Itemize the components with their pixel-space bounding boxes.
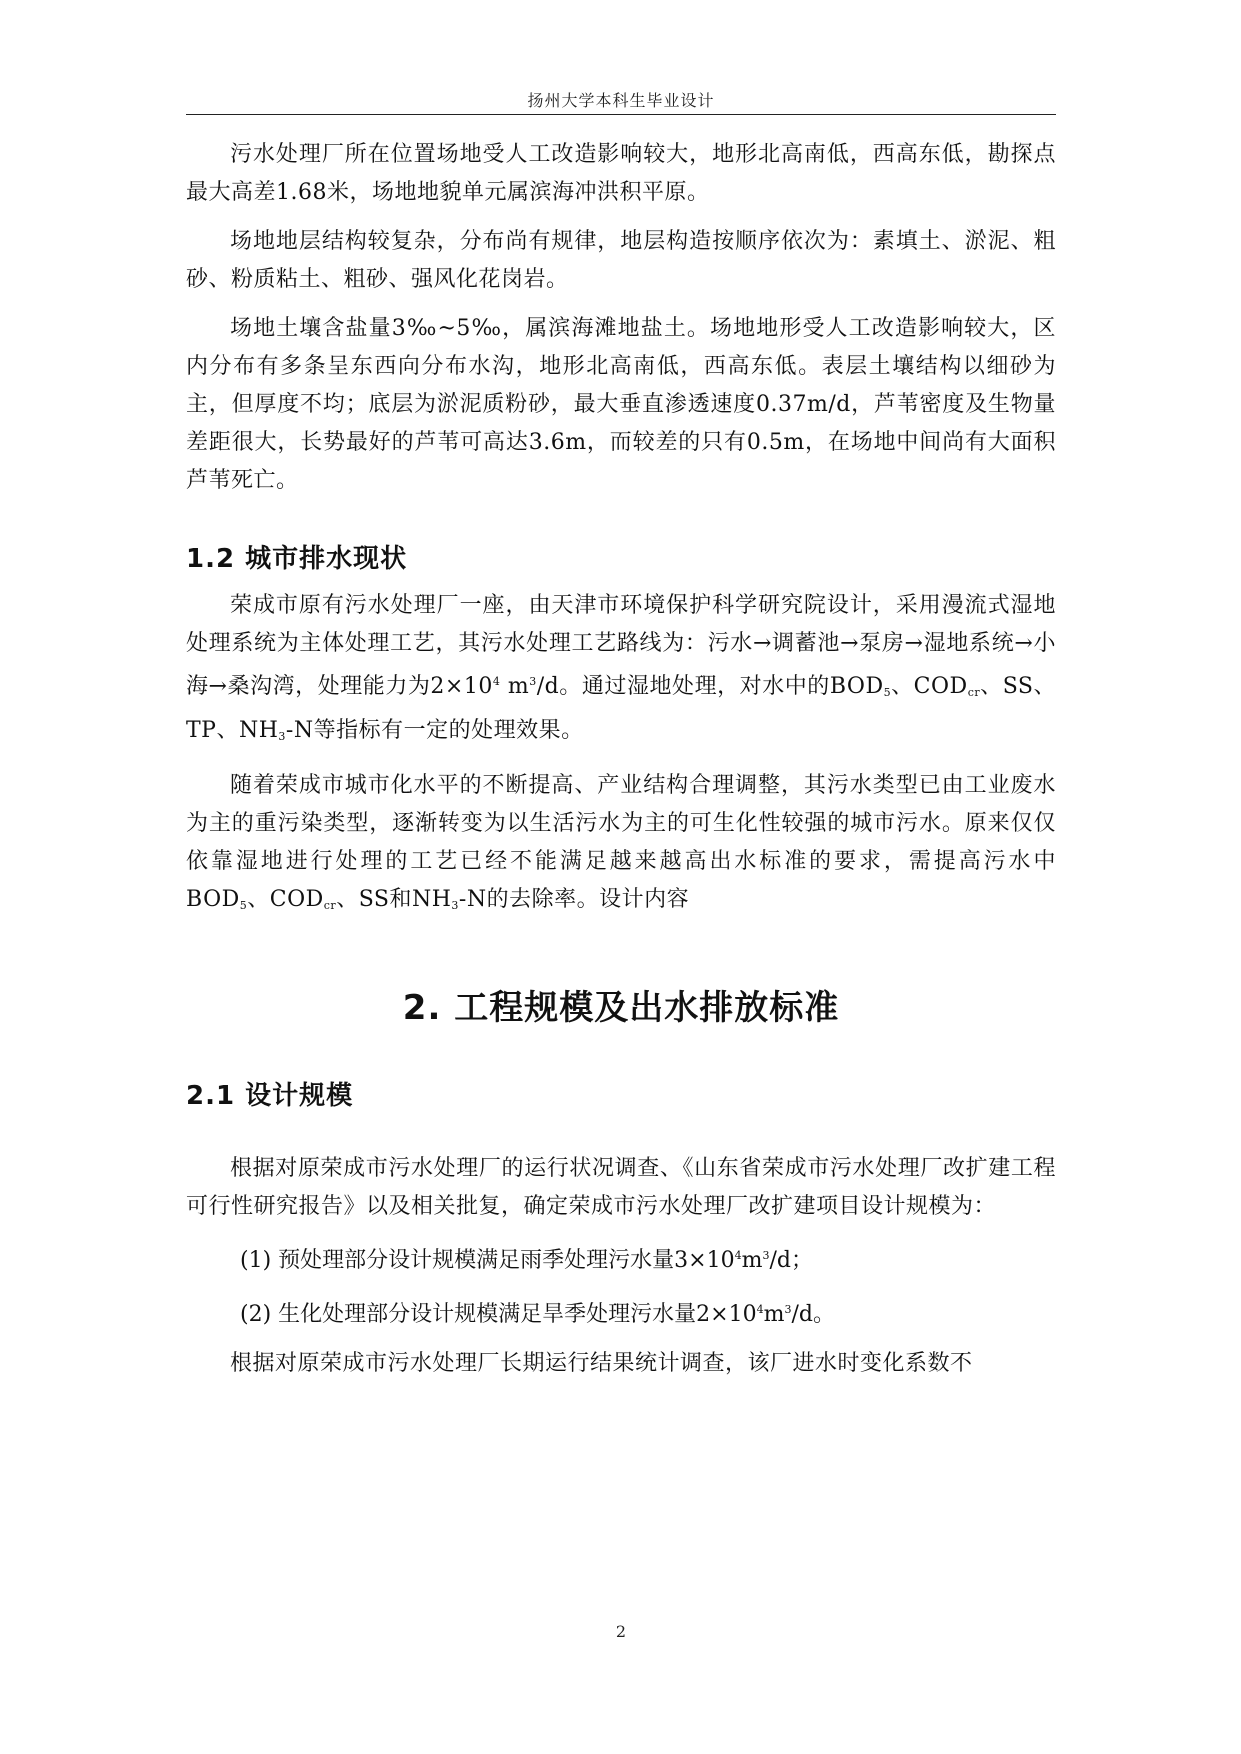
chapter-heading-2: 2. 工程规模及出水排放标准 xyxy=(402,988,840,1028)
paragraph-variation-coefficient: 根据对原荣成市污水处理厂长期运行结果统计调查，该厂进水时变化系数不 xyxy=(230,1351,973,1376)
paragraph-urbanization: 随着荣成市城市化水平的不断提高、产业结构合理调整，其污水类型已由工业废水为主的重污染类型，逐渐转变为以生活污水为主的可生化性较强的城市污水。原来仅仅依靠湿地进行处理的工艺已经不能满足越来越高出水标准的要求，需提高污水中$BOD_5$、$COD_{cr}$、SS和$NH_3-N$的去除率。设计内容 xyxy=(186,773,1056,912)
paragraph-drainage-status: 荣成市原有污水处理厂一座，由天津市环境保护科学研究院设计，采用漫流式湿地处理系统为主体处理工艺，其污水处理工艺路线为：污水→调蓄池→泵房→湿地系统→小海→桑沟湾，处理能力为$2\times 10^4$ $m^3/d$。通过湿地处理，对水中的$BOD_5$、$COD_{cr}$、SS、TP、$NH_3-N$等指标有一定的处理效果。 xyxy=(186,593,1057,743)
section1-body xyxy=(186,136,1056,500)
section-heading-1-2: 1.2 城市排水现状 xyxy=(186,544,408,574)
paragraph-terrain: 污水处理厂所在位置场地受人工改造影响较大，地形北高南低，西高东低，勘探点最大高差1.68米，场地地貌单元属滨海冲洪积平原。 xyxy=(186,142,1056,205)
header-divider xyxy=(186,114,1056,115)
paragraph-strata: 场地地层结构较复杂，分布尚有规律，地层构造按顺序依次为：素填土、淤泥、粗砂、粉质粘土、粗砂、强风化花岗岩。 xyxy=(186,229,1056,292)
section12-body xyxy=(186,587,1056,925)
paragraph-soil: 场地土壤含盐量3‰~5‰，属滨海滩地盐土。场地地形受人工改造影响较大，区内分布有多条呈东西向分布水沟，地形北高南低，西高东低。表层土壤结构以细砂为主，但厚度不均；底层为淤泥质粉砂，最大垂直渗透速度0.37m/d，芦苇密度及生物量差距很大，长势最好的芦苇可高达3.6m，而较差的只有0.5m，在场地中间尚有大面积芦苇死亡。 xyxy=(186,316,1056,493)
page-header: 扬州大学本科生毕业设计 xyxy=(527,91,715,110)
list-item-biological: (2) 生化处理部分设计规模满足旱季处理污水量$2\times 10^4m^3/d$。 xyxy=(240,1302,835,1327)
list-item-pretreatment: (1) 预处理部分设计规模满足雨季处理污水量$3\times 10^4m^3/d$； xyxy=(240,1248,813,1273)
page-number: 2 xyxy=(615,1622,627,1641)
paragraph-design-scale: 根据对原荣成市污水处理厂的运行状况调查、《山东省荣成市污水处理厂改扩建工程可行性研究报告》以及相关批复，确定荣成市污水处理厂改扩建项目设计规模为： xyxy=(186,1156,1056,1219)
section-heading-2-1: 2.1 设计规模 xyxy=(186,1081,354,1111)
section21-body xyxy=(186,1150,1056,1383)
